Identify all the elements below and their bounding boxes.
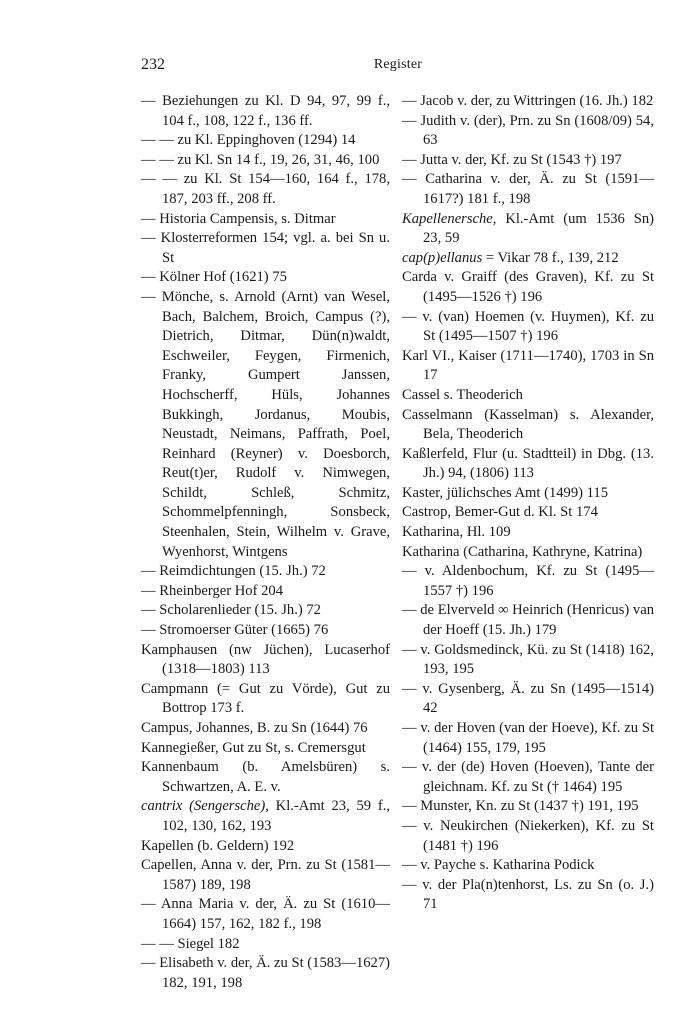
left-column bbox=[141, 92, 390, 993]
index-entry: — v. der Hoven (van der Hoeve), Kf. zu St (1464) 155, 179, 195 bbox=[402, 720, 654, 756]
index-entry: — Kölner Hof (1621) 75 bbox=[141, 269, 287, 286]
index-entry: — v. der (de) Hoven (Hoeven), Tante der gleichnam. Kf. zu St († 1464) 195 bbox=[402, 759, 654, 795]
index-entry: — Elisabeth v. der, Ä. zu St (1583—1627) 182, 191, 198 bbox=[141, 955, 390, 991]
index-entry: Cassel s. Theoderich bbox=[402, 386, 523, 403]
index-entry: Kannenbaum (b. Amelsbüren) s. Schwartzen, A. E. v. bbox=[141, 759, 390, 795]
index-entry: Kapellenersche, Kl.-Amt (um 1536 Sn) 23, 59 bbox=[402, 210, 654, 247]
index-entry: Kamphausen (nw Jüchen), Lucaserhof (1318—1803) 113 bbox=[141, 641, 390, 678]
index-entry: Kaßlerfeld, Flur (u. Stadtteil) in Dbg. (13. Jh.) 94, (1806) 113 bbox=[402, 445, 654, 482]
running-title: Register bbox=[373, 57, 423, 72]
index-entry: Campus, Johannes, B. zu Sn (1644) 76 bbox=[141, 720, 368, 736]
index-entry: — Catharina v. der, Ä. zu St (1591—1617?) 181 f., 198 bbox=[402, 171, 654, 207]
index-entry: — — Siegel 182 bbox=[141, 935, 240, 952]
index-entry: — Rheinberger Hof 204 bbox=[141, 582, 283, 599]
index-entry: — Jacob v. der, zu Wittringen (16. Jh.) 182 bbox=[402, 93, 654, 109]
index-entry: — Beziehungen zu Kl. D 94, 97, 99 f., 104 f., 108, 122 f., 136 ff. bbox=[141, 93, 390, 129]
index-entry: — Judith v. (der), Prn. zu Sn (1608/09) 54, 63 bbox=[402, 112, 654, 149]
index-entry: — v. Aldenbochum, Kf. zu St (1495—1557 †) 196 bbox=[402, 563, 654, 599]
index-entry: Carda v. Graiff (des Graven), Kf. zu St (1495—1526 †) 196 bbox=[402, 269, 654, 305]
index-entry: — — zu Kl. St 154—160, 164 f., 178, 187, 203 ff., 208 ff. bbox=[141, 171, 390, 207]
index-entry: — v. Gysenberg, Ä. zu Sn (1495—1514) 42 bbox=[402, 680, 654, 717]
index-entry: Casselmann (Kasselman) s. Alexander, Bela, Theoderich bbox=[402, 406, 654, 443]
index-entry: Castrop, Bemer-Gut d. Kl. St 174 bbox=[402, 504, 598, 521]
index-entry: Katharina, Hl. 109 bbox=[402, 524, 511, 541]
index-entry: — Historia Campensis, s. Ditmar bbox=[141, 210, 336, 227]
index-entry: — Munster, Kn. zu St (1437 †) 191, 195 bbox=[402, 798, 639, 815]
index-entry: — v. Goldsmedinck, Kü. zu St (1418) 162, 193, 195 bbox=[402, 641, 654, 678]
index-entry: — — zu Kl. Sn 14 f., 19, 26, 31, 46, 100 bbox=[141, 151, 380, 168]
index-entry: — Jutta v. der, Kf. zu St (1543 †) 197 bbox=[402, 151, 622, 168]
index-entry: — Scholarenlieder (15. Jh.) 72 bbox=[141, 602, 321, 619]
page-header bbox=[141, 56, 655, 80]
index-entry: — v. Neukirchen (Niekerken), Kf. zu St (1481 †) 196 bbox=[402, 817, 654, 854]
index-entry: — v. (van) Hoemen (v. Huymen), Kf. zu St (1495—1507 †) 196 bbox=[402, 308, 654, 345]
index-entry: Katharina (Catharina, Kathryne, Katrina) bbox=[402, 543, 643, 560]
index-entry: — de Elverveld ∞ Heinrich (Henricus) van der Hoeff (15. Jh.) 179 bbox=[402, 602, 654, 639]
index-entry: — Anna Maria v. der, Ä. zu St (1610—1664) 157, 162, 182 f., 198 bbox=[141, 896, 390, 932]
index-entry: — Reimdichtungen (15. Jh.) 72 bbox=[141, 563, 326, 580]
index-entry: — — zu Kl. Eppinghoven (1294) 14 bbox=[141, 132, 356, 149]
index-entry: cantrix (Sengersche), Kl.-Amt 23, 59 f., 102, 130, 162, 193 bbox=[141, 798, 390, 834]
index-entry: Kannegießer, Gut zu St, s. Cremersgut bbox=[141, 739, 366, 756]
index-entry: — Stromoerser Güter (1665) 76 bbox=[141, 622, 329, 639]
index-entry: — v. Payche s. Katharina Podick bbox=[402, 857, 595, 874]
index-entry: — v. der Pla(n)tenhorst, Ls. zu Sn (o. J.) 71 bbox=[402, 876, 654, 913]
right-column bbox=[402, 92, 654, 915]
page-number: 232 bbox=[141, 56, 165, 73]
index-entry: Kapellen (b. Geldern) 192 bbox=[141, 837, 295, 854]
index-entry: Kaster, jülichsches Amt (1499) 115 bbox=[402, 484, 608, 501]
index-entry: cap(p)ellanus = Vikar 78 f., 139, 212 bbox=[402, 249, 619, 266]
index-entry: Capellen, Anna v. der, Prn. zu St (1581—1587) 189, 198 bbox=[141, 857, 390, 893]
index-entry: — Klosterreformen 154; vgl. a. bei Sn u. St bbox=[141, 230, 390, 266]
index-entry: Campmann (= Gut zu Vörde), Gut zu Bottrop 173 f. bbox=[141, 680, 390, 717]
index-entry: Karl VI., Kaiser (1711—1740), 1703 in Sn 17 bbox=[402, 347, 654, 384]
index-entry: — Mönche, s. Arnold (Arnt) van Wesel, Bach, Balchem, Broich, Campus (?), Dietrich, Ditmar, Dün(n)waldt, Eschweiler, Feygen, Firmenich, Franky, Gumpert Janssen, Hochscherff, Hüls, Johannes Bukkingh, Jordanus, Moubis, Neustadt, Neimans, Paffrath, Poel, Reinhard (Reyner) v. Doesborch, Reut(t)er, Rudolf v. Nimwegen, Schildt, Schleß, Schmitz, Schommelpfenningh, Sonsbeck, Steenhalen, Stein, Wilhelm v. Grave, Wyenhorst, Wintgens bbox=[141, 288, 390, 560]
